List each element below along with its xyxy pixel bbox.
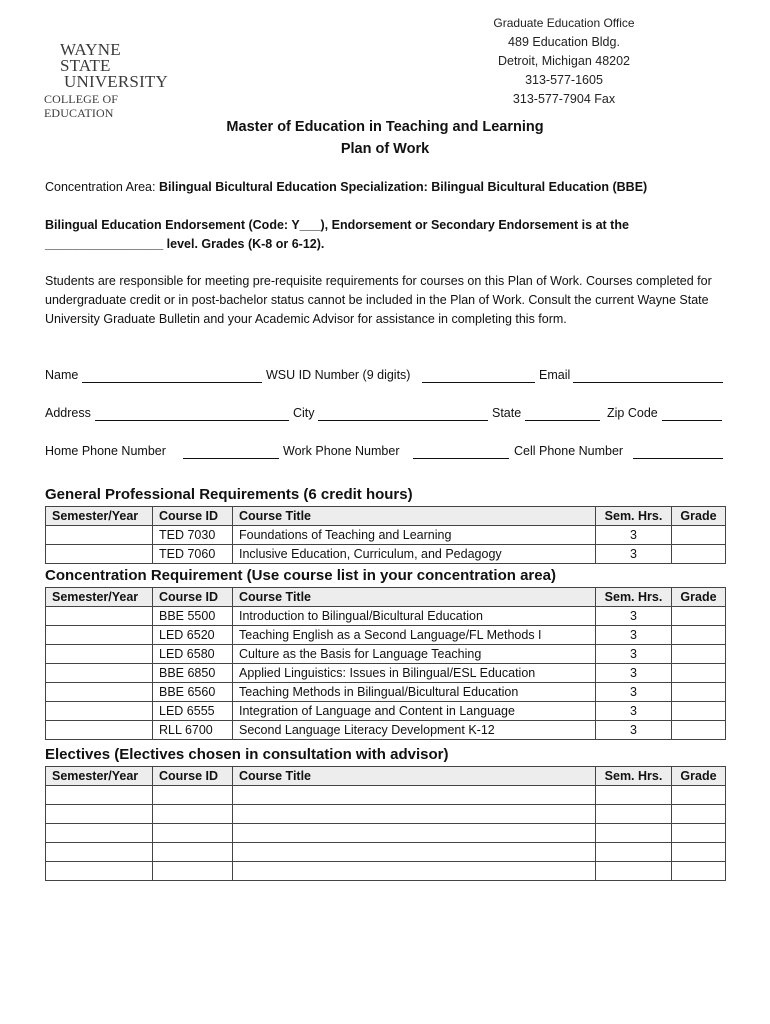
sem-hrs-cell: 3 — [596, 526, 672, 545]
logo-line-1: WAYNE STATE — [60, 40, 121, 75]
concentration-requirement-table — [45, 587, 726, 740]
page-title — [0, 116, 770, 160]
electives-table — [45, 766, 726, 881]
city-label: City — [293, 406, 315, 420]
office-address-line-2: Detroit, Michigan 48202 — [497, 54, 631, 68]
name-label: Name — [45, 368, 79, 382]
title-line-1: Master of Education in Teaching and Learning — [226, 119, 544, 135]
course-title-cell[interactable] — [233, 862, 596, 881]
semester-cell[interactable] — [46, 721, 153, 740]
concentration-requirement-heading: Concentration Requirement (Use course list in your concentration area) — [45, 567, 556, 584]
course-title-cell: Teaching English as a Second Language/FL Methods I — [233, 626, 596, 645]
grade-cell[interactable] — [672, 862, 726, 881]
course-title-header: Course Title — [233, 588, 596, 607]
semester-cell[interactable] — [46, 862, 153, 881]
course-id-cell[interactable] — [153, 805, 233, 824]
university-logo — [44, 42, 174, 120]
semester-header: Semester/Year — [46, 588, 153, 607]
semester-header: Semester/Year — [46, 767, 153, 786]
semester-cell[interactable] — [46, 607, 153, 626]
course-id-cell[interactable] — [153, 843, 233, 862]
instructions-paragraph: Students are responsible for meeting pre-requisite requirements for courses on this Plan of Work. Courses completed for undergraduate credit or in post-bachelor status cannot be included in the Plan of Work. Consult the current Wayne State University Graduate Bulletin and your Academic Advisor for assistance in completing this form. — [45, 274, 712, 326]
office-contact-block — [454, 14, 674, 109]
semester-cell[interactable] — [46, 805, 153, 824]
sem-hrs-header: Sem. Hrs. — [596, 588, 672, 607]
grade-cell[interactable] — [672, 721, 726, 740]
grade-cell[interactable] — [672, 824, 726, 843]
grade-header: Grade — [672, 588, 726, 607]
course-title-cell: Inclusive Education, Curriculum, and Pedagogy — [233, 545, 596, 564]
table-row — [46, 786, 726, 805]
course-title-cell[interactable] — [233, 786, 596, 805]
semester-cell[interactable] — [46, 626, 153, 645]
table-row — [46, 526, 726, 545]
table-row — [46, 664, 726, 683]
course-title-header: Course Title — [233, 507, 596, 526]
cell-phone-field[interactable] — [633, 458, 723, 459]
table-row — [46, 721, 726, 740]
table-header-row — [46, 767, 726, 786]
city-field[interactable] — [318, 420, 488, 421]
semester-cell[interactable] — [46, 683, 153, 702]
course-title-cell: Applied Linguistics: Issues in Bilingual/ESL Education — [233, 664, 596, 683]
semester-cell[interactable] — [46, 545, 153, 564]
table-row — [46, 626, 726, 645]
sem-hrs-cell: 3 — [596, 664, 672, 683]
table-row — [46, 862, 726, 881]
semester-cell[interactable] — [46, 786, 153, 805]
course-id-header: Course ID — [153, 507, 233, 526]
course-title-cell: Culture as the Basis for Language Teaching — [233, 645, 596, 664]
sem-hrs-header: Sem. Hrs. — [596, 507, 672, 526]
course-id-header: Course ID — [153, 767, 233, 786]
course-id-cell: TED 7060 — [153, 545, 233, 564]
sem-hrs-cell[interactable] — [596, 843, 672, 862]
course-id-cell: LED 6580 — [153, 645, 233, 664]
course-id-header: Course ID — [153, 588, 233, 607]
grade-cell[interactable] — [672, 645, 726, 664]
semester-cell[interactable] — [46, 843, 153, 862]
grade-cell[interactable] — [672, 626, 726, 645]
grade-cell[interactable] — [672, 526, 726, 545]
cell-phone-label: Cell Phone Number — [514, 444, 624, 458]
table-header-row — [46, 507, 726, 526]
name-field[interactable] — [82, 382, 262, 383]
course-id-cell: BBE 6560 — [153, 683, 233, 702]
work-phone-label: Work Phone Number — [283, 444, 400, 458]
course-title-header: Course Title — [233, 767, 596, 786]
sem-hrs-cell: 3 — [596, 626, 672, 645]
concentration-area — [45, 178, 730, 197]
course-id-cell: RLL 6700 — [153, 721, 233, 740]
grade-cell[interactable] — [672, 786, 726, 805]
wsu-id-label: WSU ID Number (9 digits) — [266, 368, 411, 382]
sem-hrs-cell: 3 — [596, 545, 672, 564]
semester-cell[interactable] — [46, 664, 153, 683]
general-requirements-table — [45, 506, 726, 564]
title-line-2: Plan of Work — [340, 141, 430, 157]
course-title-cell[interactable] — [233, 805, 596, 824]
state-field[interactable] — [525, 420, 600, 421]
course-title-cell[interactable] — [233, 824, 596, 843]
email-label: Email — [539, 368, 571, 382]
table-row — [46, 702, 726, 721]
course-id-cell: LED 6555 — [153, 702, 233, 721]
course-title-cell[interactable] — [233, 843, 596, 862]
email-field[interactable] — [573, 382, 723, 383]
endorsement-line-1: Bilingual Education Endorsement (Code: Y___), Endorsement or Secondary Endorsement is at the — [45, 218, 629, 232]
address-label: Address — [45, 406, 91, 420]
state-label: State — [492, 406, 522, 420]
table-row — [46, 645, 726, 664]
logo-line-2: UNIVERSITY — [64, 72, 168, 91]
sem-hrs-cell[interactable] — [596, 786, 672, 805]
table-row — [46, 824, 726, 843]
course-id-cell[interactable] — [153, 862, 233, 881]
endorsement-text — [45, 216, 730, 254]
home-phone-field[interactable] — [183, 458, 279, 459]
course-title-cell: Introduction to Bilingual/Bicultural Education — [233, 607, 596, 626]
grade-header: Grade — [672, 767, 726, 786]
sem-hrs-cell[interactable] — [596, 805, 672, 824]
endorsement-line-2: _________________ level. Grades (K-8 or 6-12). — [45, 237, 325, 251]
grade-cell[interactable] — [672, 607, 726, 626]
sem-hrs-cell: 3 — [596, 721, 672, 740]
zip-field[interactable] — [662, 420, 722, 421]
semester-cell[interactable] — [46, 702, 153, 721]
field-row-name — [45, 368, 725, 388]
grade-cell[interactable] — [672, 664, 726, 683]
work-phone-field[interactable] — [413, 458, 509, 459]
course-id-cell: LED 6520 — [153, 626, 233, 645]
course-id-cell[interactable] — [153, 786, 233, 805]
field-row-address — [45, 406, 725, 426]
address-field[interactable] — [95, 420, 289, 421]
course-title-cell: Teaching Methods in Bilingual/Bicultural Education — [233, 683, 596, 702]
course-title-cell: Integration of Language and Content in Language — [233, 702, 596, 721]
semester-cell[interactable] — [46, 645, 153, 664]
office-address-line-1: 489 Education Bldg. — [508, 35, 620, 49]
course-id-cell: TED 7030 — [153, 526, 233, 545]
table-header-row — [46, 588, 726, 607]
table-row — [46, 683, 726, 702]
office-fax: 313-577-7904 Fax — [512, 92, 616, 106]
semester-cell[interactable] — [46, 526, 153, 545]
office-name: Graduate Education Office — [493, 16, 635, 30]
sem-hrs-cell[interactable] — [596, 824, 672, 843]
grade-cell[interactable] — [672, 545, 726, 564]
field-row-phones — [45, 444, 725, 464]
table-row — [46, 805, 726, 824]
course-title-cell: Foundations of Teaching and Learning — [233, 526, 596, 545]
grade-cell[interactable] — [672, 805, 726, 824]
concentration-label: Concentration Area: — [45, 180, 159, 194]
concentration-value: Bilingual Bicultural Education Specialization: Bilingual Bicultural Education (BBE) — [158, 180, 648, 194]
sem-hrs-header: Sem. Hrs. — [596, 767, 672, 786]
sem-hrs-cell[interactable] — [596, 862, 672, 881]
table-row — [46, 843, 726, 862]
grade-cell[interactable] — [672, 843, 726, 862]
grade-cell[interactable] — [672, 702, 726, 721]
course-id-cell[interactable] — [153, 824, 233, 843]
semester-header: Semester/Year — [46, 507, 153, 526]
course-title-cell: Second Language Literacy Development K-12 — [233, 721, 596, 740]
electives-heading: Electives (Electives chosen in consultation with advisor) — [45, 746, 449, 763]
general-requirements-heading: General Professional Requirements (6 credit hours) — [45, 486, 413, 503]
semester-cell[interactable] — [46, 824, 153, 843]
zip-label: Zip Code — [607, 406, 658, 420]
wsu-id-field[interactable] — [422, 382, 535, 383]
course-id-cell: BBE 5500 — [153, 607, 233, 626]
table-row — [46, 545, 726, 564]
grade-header: Grade — [672, 507, 726, 526]
sem-hrs-cell: 3 — [596, 683, 672, 702]
course-id-cell: BBE 6850 — [153, 664, 233, 683]
home-phone-label: Home Phone Number — [45, 444, 166, 458]
sem-hrs-cell: 3 — [596, 702, 672, 721]
logo-line-3: COLLEGE OF EDUCATION — [44, 92, 118, 120]
sem-hrs-cell: 3 — [596, 607, 672, 626]
sem-hrs-cell: 3 — [596, 645, 672, 664]
table-row — [46, 607, 726, 626]
grade-cell[interactable] — [672, 683, 726, 702]
office-phone: 313-577-1605 — [525, 73, 603, 87]
